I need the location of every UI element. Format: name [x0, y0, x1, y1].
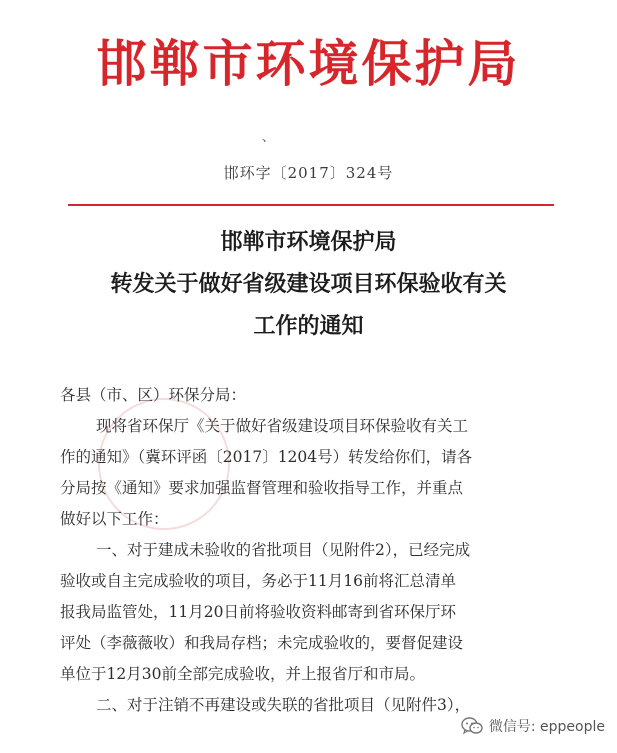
red-divider: [68, 204, 554, 206]
tick-mark: 、: [262, 130, 275, 144]
salutation: 各县（市、区）环保分局：: [60, 386, 247, 404]
title-line-2: 转发关于做好省级建设项目环保验收有关: [110, 272, 507, 297]
issuer-header: 邯郸市环境保护局: [96, 34, 521, 93]
wechat-watermark: [461, 716, 605, 736]
wechat-icon: [461, 717, 483, 735]
body-line-4: 做好以下工作：: [60, 510, 169, 528]
body-line-2: 作的通知》（冀环评函〔2017〕1204号）转发给你们，请各: [60, 448, 473, 466]
body-line-8: 评处（李薇薇收）和我局存档；未完成验收的，要督促建设: [60, 634, 464, 652]
body-line-10: 二、对于注销不再建设或失联的省批项目（见附件3），: [96, 696, 471, 714]
title-line-3: 工作的通知: [253, 314, 364, 339]
document-number: 邯环字〔2017〕324号: [223, 164, 394, 182]
wechat-id-label: 微信号: eppeople: [488, 719, 605, 735]
body-line-1: 现将省环保厅《关于做好省级建设项目环保验收有关工: [96, 417, 469, 435]
body-line-3: 分局按《通知》要求加强监督管理和验收指导工作，并重点: [60, 479, 464, 497]
body-line-9: 单位于12月30前全部完成验收，并上报省厅和市局。: [60, 665, 425, 683]
body-line-7: 报我局监管处，11月20日前将验收资料邮寄到省环保厅环: [60, 603, 456, 621]
body-line-5: 一、对于建成未验收的省批项目（见附件2），已经完成: [96, 541, 471, 559]
body-line-6: 验收或自主完成验收的项目，务必于11月16前将汇总清单: [60, 572, 456, 590]
title-line-1: 邯郸市环境保护局: [220, 230, 397, 255]
